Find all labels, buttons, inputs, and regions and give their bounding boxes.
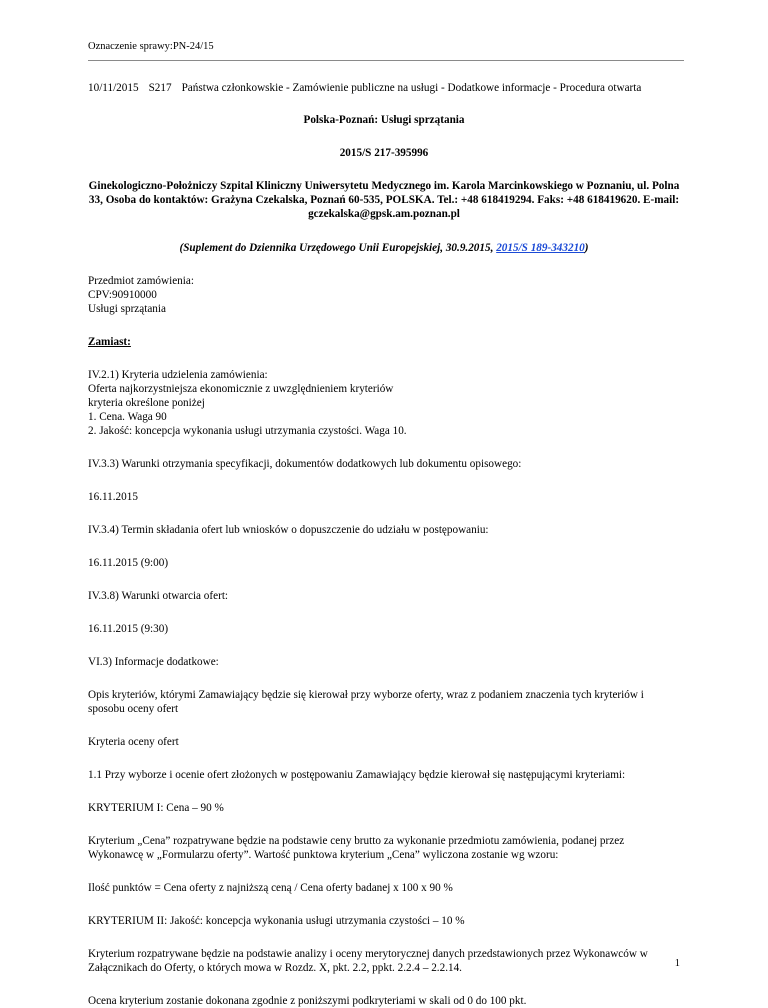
- subject-section: [88, 274, 680, 316]
- price-formula: Ilość punktów = Cena oferty z najniższą ceną / Cena oferty badanej x 100 x 90 %: [88, 882, 453, 894]
- award-criteria-section: [88, 368, 680, 438]
- spec-conditions-value: 16.11.2015: [88, 491, 138, 503]
- supplement-reference: [88, 241, 680, 255]
- supplement-prefix: (Suplement do Dziennika Urzędowego Unii Europejskiej, 30.9.2015,: [179, 242, 497, 254]
- criterion-quality-heading: KRYTERIUM II: Jakość: koncepcja wykonania usługi utrzymania czystości – 10 %: [88, 915, 465, 927]
- subject-name: Usługi sprzątania: [88, 303, 166, 315]
- page-number: 1: [674, 958, 680, 969]
- award-criteria-line: Oferta najkorzystniejsza ekonomicznie z uwzględnieniem kryteriów: [88, 383, 394, 395]
- subject-label: Przedmiot zamówienia:: [88, 275, 194, 287]
- award-criteria-item: 1. Cena. Waga 90: [88, 411, 167, 423]
- supplement-link[interactable]: 2015/S 189-343210: [496, 242, 585, 254]
- case-number: Oznaczenie sprawy:PN-24/15: [88, 41, 214, 52]
- award-criteria-heading: IV.2.1) Kryteria udzielenia zamówienia:: [88, 369, 268, 381]
- instead-label: Zamiast:: [88, 336, 131, 348]
- publication-date: 10/11/2015: [88, 82, 139, 94]
- additional-paragraph: Kryterium „Cena” rozpatrywane będzie na podstawie ceny brutto za wykonanie przedmiotu zamówienia, podanej przez Wykonawcę w „Formularzu oferty”. Wartość punktowa kryterium „Cena” wyliczona zostanie wg wzoru:: [88, 835, 625, 861]
- publication-series: S217: [148, 82, 172, 94]
- additional-paragraph: Kryteria oceny ofert: [88, 736, 179, 748]
- subject-cpv: CPV:90910000: [88, 289, 157, 301]
- additional-info-heading: VI.3) Informacje dodatkowe:: [88, 656, 219, 668]
- additional-paragraph: Kryterium rozpatrywane będzie na podstawie analizy i oceny merytorycznej danych przedstawionych przez Wykonawców w Załącznikach do Oferty, o których mowa w Rozdz. X, pkt. 2.2, ppkt. 2.2.4 – 2.2.14.: [88, 948, 648, 974]
- notice-number: 2015/S 217-395996: [339, 147, 429, 159]
- deadline-value: 16.11.2015 (9:00): [88, 557, 169, 569]
- supplement-suffix: ): [584, 242, 589, 254]
- deadline-heading: IV.3.4) Termin składania ofert lub wniosków o dopuszczenie do udziału w postępowaniu:: [88, 524, 489, 536]
- spec-conditions-heading: IV.3.3) Warunki otrzymania specyfikacji, dokumentów dodatkowych lub dokumentu opisowego:: [88, 458, 522, 470]
- contracting-authority: Ginekologiczno-Położniczy Szpital Kliniczny Uniwersytetu Medycznego im. Karola Marcinkowskiego w Poznaniu, ul. Polna 33, Osoba do kontaktów: Grażyna Czekalska, Poznań 60-535, POLSKA. Tel.: +48 618419294. Faks: +48 618419620. E-mail: gczekalska@gpsk.am.poznan.pl: [88, 180, 680, 220]
- document-body: [88, 81, 680, 1008]
- notice-title: Polska-Poznań: Usługi sprzątania: [303, 114, 465, 126]
- opening-heading: IV.3.8) Warunki otwarcia ofert:: [88, 590, 229, 602]
- publication-line: [88, 81, 680, 95]
- publication-description: Państwa członkowskie - Zamówienie publiczne na usługi - Dodatkowe informacje - Procedura otwarta: [181, 82, 642, 94]
- page-header: [88, 40, 680, 61]
- criterion-price-heading: KRYTERIUM I: Cena – 90 %: [88, 802, 224, 814]
- opening-value: 16.11.2015 (9:30): [88, 623, 169, 635]
- additional-paragraph: 1.1 Przy wyborze i ocenie ofert złożonych w postępowaniu Zamawiający będzie kierował się następującymi kryteriami:: [88, 769, 626, 781]
- header-divider: [88, 60, 684, 61]
- award-criteria-line: kryteria określone poniżej: [88, 397, 205, 409]
- award-criteria-item: 2. Jakość: koncepcja wykonania usługi utrzymania czystości. Waga 10.: [88, 425, 407, 437]
- additional-paragraph: Opis kryteriów, którymi Zamawiający będzie się kierował przy wyborze oferty, wraz z podaniem znaczenia tych kryteriów i sposobu oceny ofert: [88, 689, 644, 715]
- additional-paragraph: Ocena kryterium zostanie dokonana zgodnie z poniższymi podkryteriami w skali od 0 do 100 pkt.: [88, 995, 527, 1007]
